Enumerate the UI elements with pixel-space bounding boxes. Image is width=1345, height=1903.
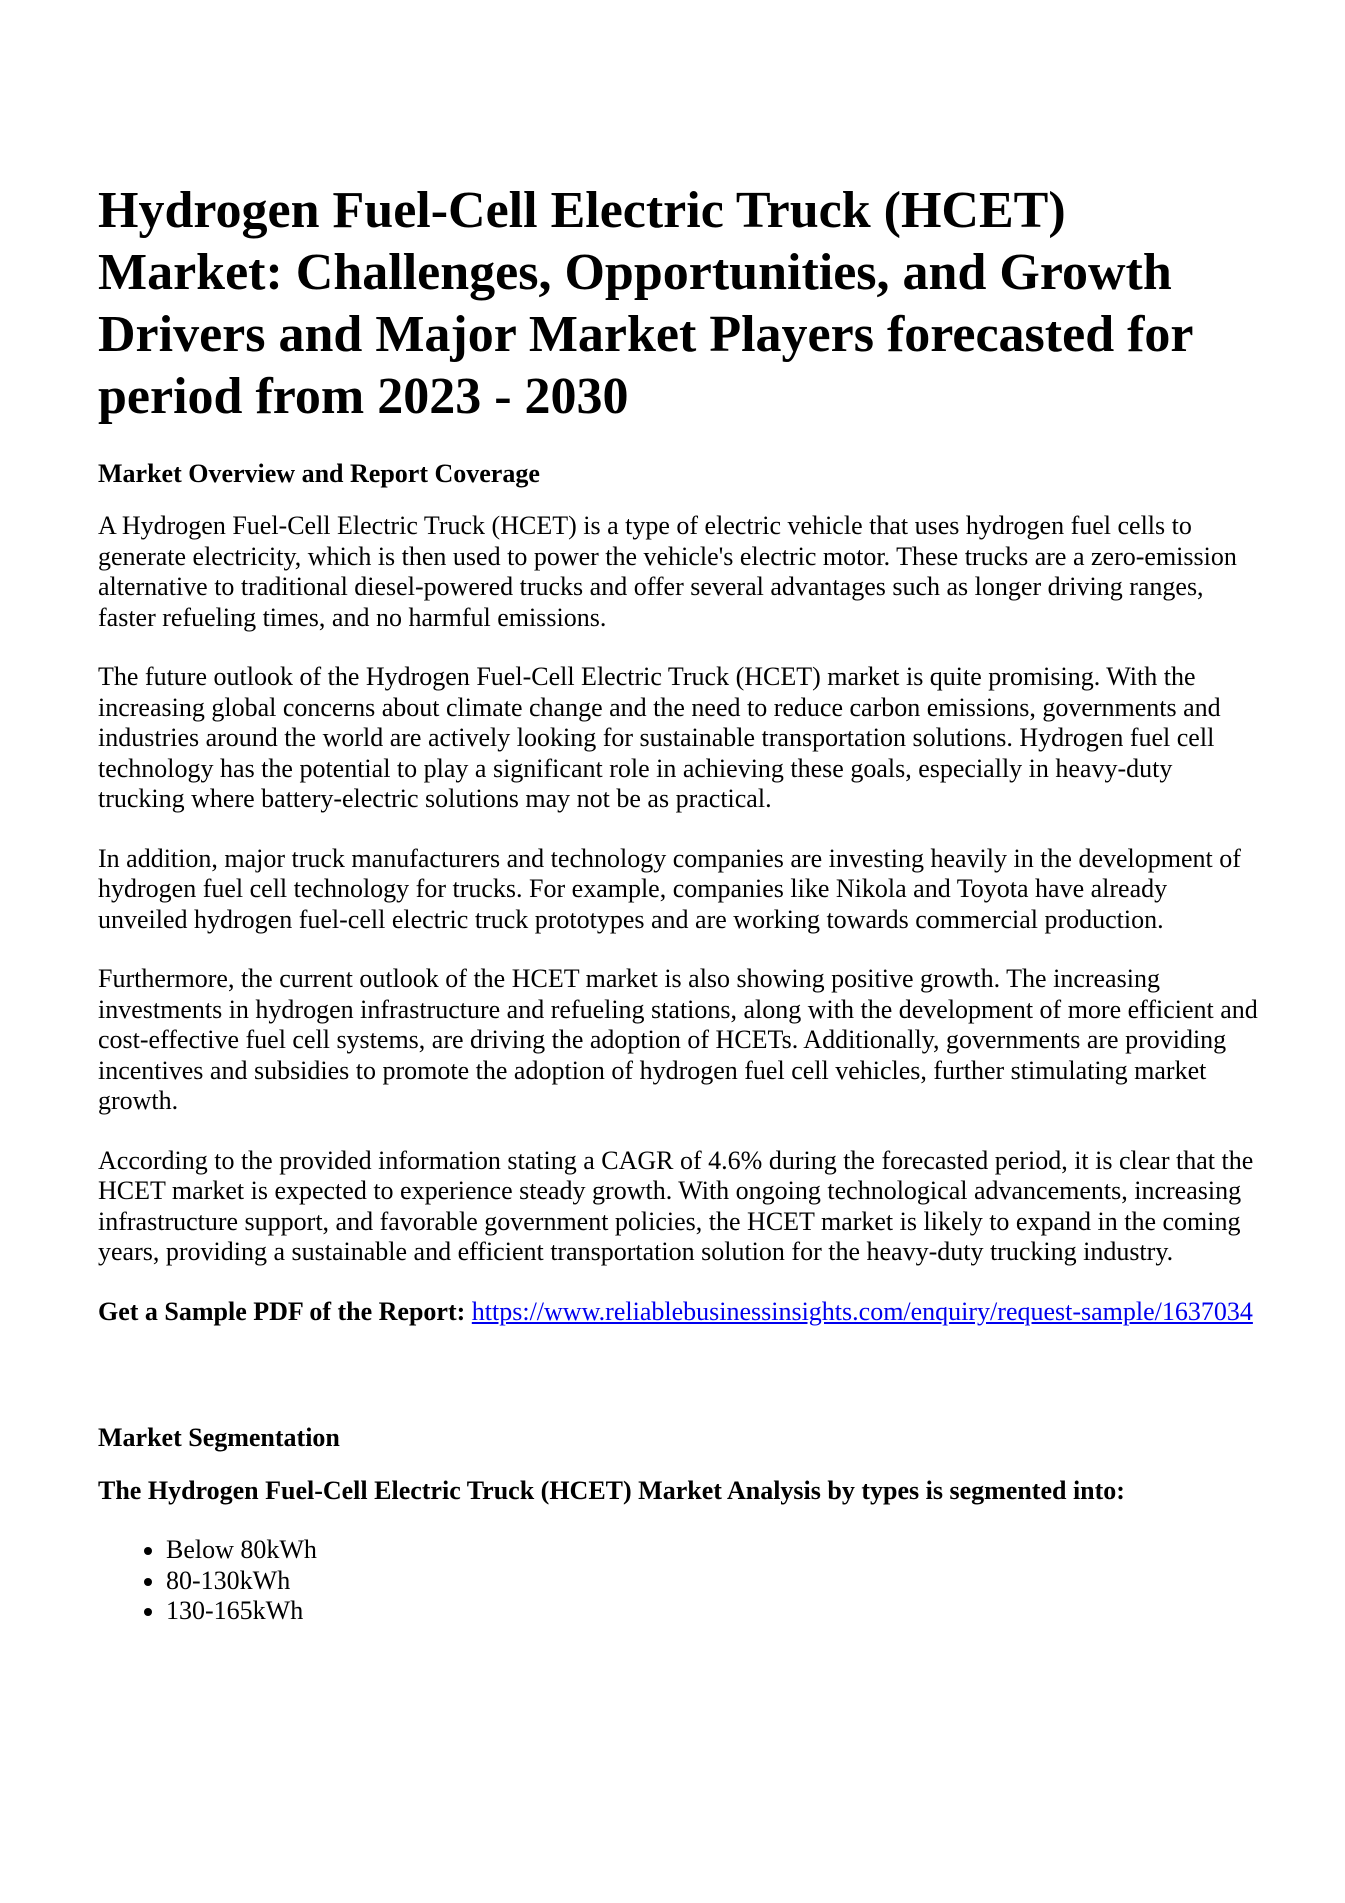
overview-heading: Market Overview and Report Coverage (98, 459, 540, 488)
sample-pdf-line (98, 1297, 1258, 1328)
segmentation-heading: Market Segmentation (98, 1423, 340, 1452)
page-title: Hydrogen Fuel-Cell Electric Truck (HCET) Market: Challenges, Opportunities, and Growth Drivers and Major Market Players forecasted for period from 2023 - 2030 (98, 182, 1193, 425)
sample-pdf-link[interactable]: https://www.reliablebusinessinsights.com/enquiry/request-sample/1637034 (471, 1296, 1253, 1326)
types-heading: The Hydrogen Fuel-Cell Electric Truck (HCET) Market Analysis by types is segmented into: (98, 1476, 1125, 1505)
overview-paragraph-2: The future outlook of the Hydrogen Fuel-Cell Electric Truck (HCET) market is quite promising. With the increasing global concerns about climate change and the need to reduce carbon emissions, governments and industries around the world are actively looking for sustainable transportation solutions. Hydrogen fuel cell technology has the potential to play a significant role in achieving these goals, especially in heavy-duty trucking where battery-electric solutions may not be as practical. (98, 662, 1221, 813)
types-list (98, 1535, 1258, 1627)
list-item: • 130-165kWh (166, 1596, 1258, 1627)
overview-paragraph-4: Furthermore, the current outlook of the HCET market is also showing positive growth. The increasing investments in hydrogen infrastructure and refueling stations, along with the development of more efficient and cost-effective fuel cell systems, are driving the adoption of HCETs. Additionally, governments are providing incentives and subsidies to promote the adoption of hydrogen fuel cell vehicles, further stimulating market growth. (98, 964, 1258, 1115)
list-item: • Below 80kWh (166, 1535, 1258, 1566)
document-page (98, 180, 1258, 1627)
list-item: • 80-130kWh (166, 1566, 1258, 1597)
sample-pdf-label: Get a Sample PDF of the Report: (98, 1296, 466, 1326)
overview-paragraph-1: A Hydrogen Fuel-Cell Electric Truck (HCET) is a type of electric vehicle that uses hydrogen fuel cells to generate electricity, which is then used to power the vehicle's electric motor. These trucks are a zero-emission alternative to traditional diesel-powered trucks and offer several advantages such as longer driving ranges, faster refueling times, and no harmful emissions. (98, 511, 1237, 632)
overview-paragraph-3: In addition, major truck manufacturers and technology companies are investing heavily in the development of hydrogen fuel cell technology for trucks. For example, companies like Nikola and Toyota have already unveiled hydrogen fuel-cell electric truck prototypes and are working towards commercial production. (98, 843, 1241, 934)
overview-paragraph-5: According to the provided information stating a CAGR of 4.6% during the forecasted period, it is clear that the HCET market is expected to experience steady growth. With ongoing technological advancements, increasing infrastructure support, and favorable government policies, the HCET market is likely to expand in the coming years, providing a sustainable and efficient transportation solution for the heavy-duty trucking industry. (98, 1145, 1254, 1266)
